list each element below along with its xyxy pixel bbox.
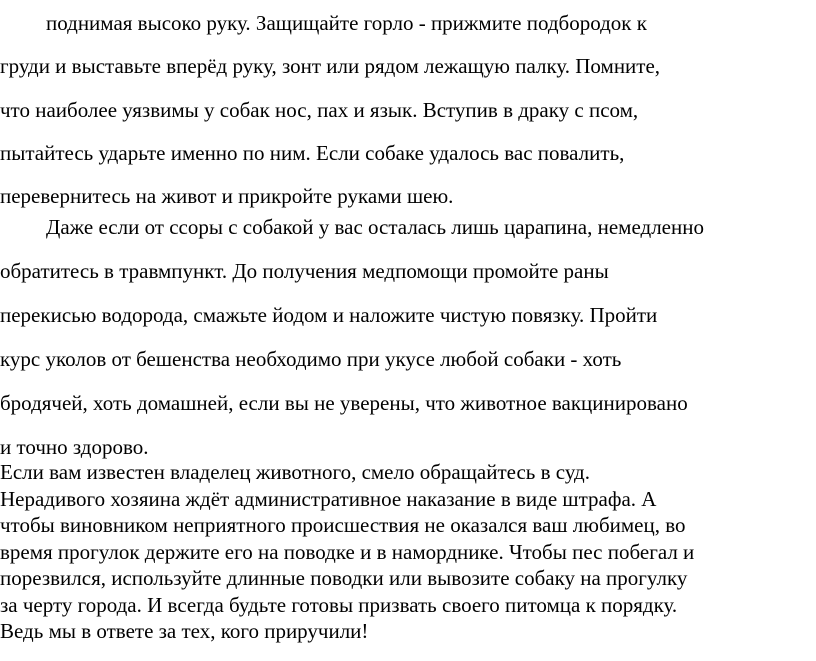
text-line: Даже если от ссоры с собакой у вас осталась лишь царапина, немедленно — [46, 215, 704, 239]
text-line: бродячей, хоть домашней, если вы не уверены, что животное вакцинировано — [0, 391, 688, 415]
text-line: порезвился, используйте длинные поводки или вывозите собаку на прогулку — [0, 566, 688, 590]
text-line: поднимая высоко руку. Защищайте горло - прижмите подбородок к — [46, 11, 647, 35]
text-line: Если вам известен владелец животного, смело обращайтесь в суд. — [0, 460, 590, 484]
text-line: за черту города. И всегда будьте готовы призвать своего питомца к порядку. — [0, 592, 678, 617]
text-line: Нерадивого хозяина ждёт административное наказание в виде штрафа. А — [0, 486, 657, 511]
paragraph-owner-responsibility — [0, 459, 812, 645]
text-line: курс уколов от бешенства необходимо при укусе любой собаки - хоть — [0, 347, 622, 371]
text-line: обратитесь в травмпункт. До получения медпомощи промойте раны — [0, 259, 609, 283]
text-line: Ведь мы в ответе за тех, кого приручили! — [0, 619, 369, 643]
text-line: пытайтесь ударьте именно по ним. Если собаке удалось вас повалить, — [0, 140, 625, 165]
paragraph-dog-defense — [0, 2, 812, 218]
text-line: перевернитесь на живот и прикройте руками шею. — [0, 184, 454, 209]
paragraph-first-aid — [0, 205, 812, 469]
text-line: и точно здорово. — [0, 435, 149, 459]
text-line: время прогулок держите его на поводке и в наморднике. Чтобы пес побегал и — [0, 539, 695, 564]
text-line: перекисью водорода, смажьте йодом и наложите чистую повязку. Пройти — [0, 303, 658, 327]
text-line: чтобы виновником неприятного происшествия не оказался ваш любимец, во — [0, 513, 686, 537]
text-line: груди и выставьте вперёд руку, зонт или рядом лежащую палку. Помните, — [0, 54, 661, 79]
text-line: что наиболее уязвимы у собак нос, пах и язык. Вступив в драку с псом, — [0, 97, 639, 122]
